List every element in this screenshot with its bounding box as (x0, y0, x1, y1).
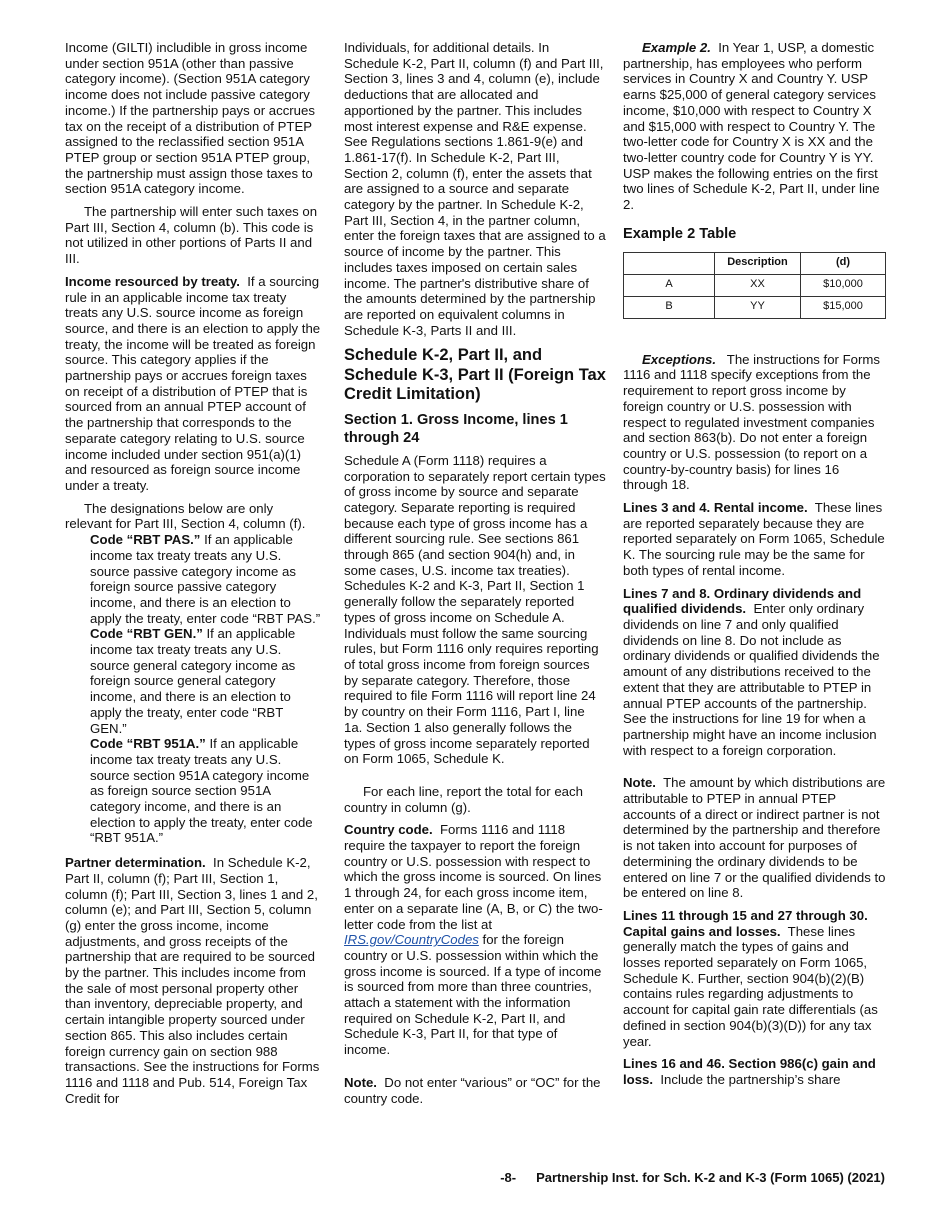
col1-p4: The designations below are only relevant for Part III, Section 4, column (f). (65, 500, 306, 532)
code-rbt-951a (90, 736, 322, 846)
code-rbt-gen (90, 626, 322, 736)
col1-p2: The partnership will enter such taxes on Part III, Section 4, column (b). This code is not utilized in other portions of Parts II and III. (65, 204, 318, 267)
section-1-heading: Section 1. Gross Income, lines 1 through 24 (344, 411, 568, 446)
example-2-text: In Year 1, USP, a domestic partnership, has employees who perform services in Country X and Country Y. USP earns $25,000 of general category services income, $10,000 with respect to Country X and $15,000 with respect to Country Y. The two-letter code for Country X is XX and the two-letter country code for Country Y is YY. USP makes the following entries on the first two lines of Schedule K-2, Part II, under line 2. (623, 40, 880, 213)
example-2-table-title: Example 2 Table (623, 225, 737, 242)
column-1 (65, 40, 322, 1113)
country-code-paragraph (344, 822, 606, 1058)
page-footer (500, 1170, 885, 1185)
partner-determination-heading: Partner determination. (65, 855, 206, 871)
col2-p1: Individuals, for additional details. In Schedule K-2, Part II, column (f) and Part III, Section 3, lines 3 and 4, column (e), include deductions that are allocated and apportioned by the partner. This includes most interest expense and R&E expense. See Regulations sections 1.861-9(e) and 1.861-17(f). In Schedule K-2, Part III, Section 2, column (f), enter the assets that are assigned to a source and separate category by the partner. In Schedule K-2, Part III, Section 4, in the partner column, enter the foreign taxes that are assigned to a source of income by the partner. This includes taxes imposed on certain sales income. The partner's distributive share of the amounts determined by the partnership are reported on equivalent columns in Schedule K-3, Parts II and III. (344, 40, 606, 338)
note-ptep-text: The amount by which distributions are attributable to PTEP in annual PTEP accounts of a direct or indirect partner is not determined by the partnership and therefore is not taken into account for purposes of determining the ordinary dividends to be entered on line 7 or the qualified dividends to be entered on line 8. (623, 775, 886, 901)
code-rbt-gen-heading: Code “RBT GEN.” (90, 626, 203, 642)
income-resourced-by-treaty-paragraph (65, 274, 322, 494)
column-2 (344, 40, 606, 1113)
dividends-paragraph (623, 586, 886, 759)
table-row (624, 274, 886, 296)
note-ptep-paragraph (623, 775, 886, 901)
capital-gains-text: These lines generally match the types of gains and losses reported separately on Form 1065, Schedule K. Further, section 904(b)(2)(B) contains rules regarding adjustments to account for capital gain rate differentials (as defined in section 904(b)(3)(D)) for any tax year. (623, 923, 878, 1049)
code-rbt-951a-text: If an applicable income tax treaty treats any U.S. source section 951A category income as foreign source section 951A category income, and there is an election to apply the treaty, enter code “RBT 951A.” (90, 736, 313, 846)
exceptions-paragraph (623, 352, 886, 493)
example-2-heading: Example 2. (642, 40, 711, 55)
partner-determination-text: In Schedule K-2, Part II, column (f); Part III, Section 1, column (f); Part III, Section 3, lines 1 and 2, column (e); and Part III, Section 5, column (g) enter the gross income, income adjustments, and gross receipts of the partnership that are required to be sourced by the partner. This includes income from the sale of most personal property other than inventory, depreciable property, and certain intangible property sourced under section 865. This also includes certain foreign currency gain on section 988 transactions. See the instructions for Forms 1116 and 1118 and Pub. 514, Foreign Tax Credit for (65, 855, 320, 1106)
section-986c-heading: Lines 16 and 46. Section 986(c) gain and loss. (623, 1056, 876, 1087)
dividends-heading: Lines 7 and 8. Ordinary dividends and qualified dividends. (623, 585, 862, 617)
code-rbt-pas-heading: Code “RBT PAS.” (90, 532, 201, 548)
table-header-cell: (d) (801, 252, 886, 274)
section-heading-part-ii: Schedule K-2, Part II, and Schedule K-3, Part II (Foreign Tax Credit Limitation) (344, 346, 606, 404)
example-2-table (623, 252, 886, 319)
capital-gains-heading: Lines 11 through 15 and 27 through 30. Capital gains and losses. (623, 907, 868, 939)
dividends-text: Enter only ordinary dividends on line 7 and only qualified dividends on line 8. Do not include as ordinary dividends or qualified dividends the amount of any distributions received to the extent that they are attributable to PTEP in annual PTEP accounts of the partnership. See the instructions for line 19 for when a partnership might have an income inclusion with respect to a foreign corporation. (623, 601, 880, 758)
footer-title: Partnership Inst. for Sch. K-2 and K-3 (Form 1065) (2021) (536, 1170, 885, 1185)
table-cell: $10,000 (801, 274, 886, 296)
col2-p3: For each line, report the total for each country in column (g). (344, 783, 583, 815)
example-2-paragraph (623, 40, 886, 213)
exceptions-text: The instructions for Forms 1116 and 1118 specify exceptions from the requirement to report gross income by foreign country or U.S. possession with respect to regulated investment companies and section 863(b). Do not enter a foreign country or U.S. possession (to report on a country-by-country basis) for lines 16 through 18. (623, 351, 880, 493)
code-rbt-951a-heading: Code “RBT 951A.” (90, 736, 206, 752)
table-header-cell: Description (715, 252, 801, 274)
table-row (624, 296, 886, 318)
note-ptep-heading: Note. (623, 775, 656, 791)
table-cell: XX (715, 274, 801, 296)
income-resourced-by-treaty-text: If a sourcing rule in an applicable income tax treaty treats any U.S. source income as foreign source, and there is an election to apply the treaty, the income will be treated as foreign source. This category applies if the partnership pays or accrues foreign taxes on receipt of a distribution of PTEP that is sourced from an annual PTEP account of the partnership that corresponds to the separate category relating to U.S. source income included under section 951(a)(1) and resourced as foreign source income under a treaty. (65, 273, 321, 493)
note-country-code (344, 1075, 606, 1106)
income-resourced-by-treaty-heading: Income resourced by treaty. (65, 273, 240, 289)
table-header-row (624, 252, 886, 274)
rental-income-heading: Lines 3 and 4. Rental income. (623, 500, 808, 516)
table-header-cell (624, 252, 715, 274)
column-3 (623, 40, 886, 1095)
note-heading: Note. (344, 1074, 377, 1090)
country-codes-link[interactable]: IRS.gov/CountryCodes (344, 932, 479, 948)
table-cell: B (624, 296, 715, 318)
col1-p1: Income (GILTI) includible in gross income under section 951A (other than passive category income). (Section 951A category income does not include passive category income.) If the partnership pays or accrues tax on the receipt of a distribution of PTEP assigned to the reclassified section 951A PTEP group or section 951A PTEP group, the partnership must assign those taxes to section 951A category income. (65, 40, 315, 197)
code-rbt-gen-text: If an applicable income tax treaty treats any U.S. source general category income as foreign source general category income, and there is an election to apply the treaty, enter code “RBT GEN.” (90, 626, 296, 736)
section-986c-paragraph (623, 1056, 886, 1087)
note-text: Do not enter “various” or “OC” for the country code. (344, 1074, 601, 1106)
code-rbt-pas (90, 532, 322, 626)
col2-p2: Schedule A (Form 1118) requires a corporation to separately report certain types of gross income by source and separate category. Separate reporting is required because each type of gross income has a different sourcing rule. See sections 861 through 865 (and section 904(h) and, in some cases, U.S. income tax treaties). Schedules K-2 and K-3, Part II, Section 1 generally follow the separately reported types of gross income on Schedule A. Individuals must follow the same sourcing rules, but Form 1116 only requires reporting of total gross income from foreign sources by separate category. Therefore, those required to file Form 1116 will report line 24 by country on their Form 1116, Part I, line 1a. Section 1 also generally follows the types of gross income separately reported on Form 1065, Schedule K. (344, 452, 606, 767)
country-code-heading: Country code. (344, 822, 433, 838)
country-code-text-a: Forms 1116 and 1118 require the taxpayer to report the foreign country or U.S. possession with respect to which the gross income is sourced. On lines 1 through 24, for each gross income item, enter on a separate line (A, B, or C) the two-letter code from the list at (344, 822, 603, 932)
section-986c-text: Include the partnership’s share (660, 1071, 841, 1087)
exceptions-heading: Exceptions. (642, 351, 717, 367)
partner-determination-paragraph (65, 855, 322, 1106)
table-cell: $15,000 (801, 296, 886, 318)
capital-gains-paragraph (623, 908, 886, 1049)
rental-income-text: These lines are reported separately because they are reported separately on Form 1065, Schedule K. The sourcing rule may be the same for both types of rental income. (623, 500, 885, 578)
table-cell: YY (715, 296, 801, 318)
page-number: -8- (500, 1170, 517, 1185)
code-rbt-pas-text: If an applicable income tax treaty treats any U.S. source passive category income as foreign source passive category income, and there is an election to apply the treaty, enter code “RBT PAS.” (90, 532, 321, 626)
rental-income-paragraph (623, 500, 886, 579)
table-cell: A (624, 274, 715, 296)
country-code-text-b: for the foreign country or U.S. possession within which the gross income is sourced. If a type of income is sourced from more than three countries, attach a statement with the information required on Schedule K-2, Part II, and Schedule K-3, Part II, for that type of income. (344, 932, 602, 1058)
